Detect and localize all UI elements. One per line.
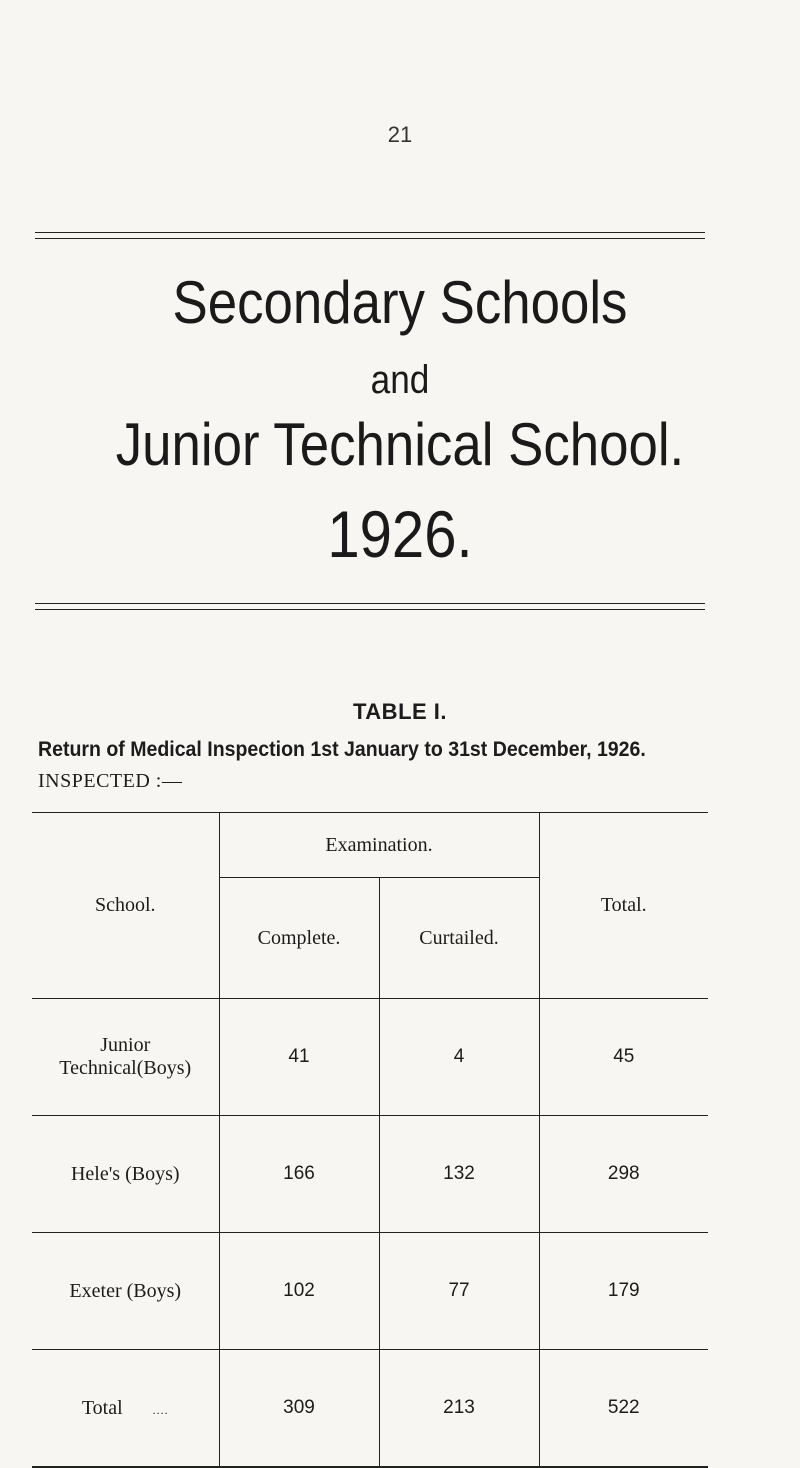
school-name-line2: Technical(Boys) — [59, 1057, 192, 1079]
page-number: 21 — [387, 122, 413, 147]
row-school — [32, 999, 219, 1116]
table-caption: Return of Medical Inspection 1st January to 31st December, 1926. — [38, 738, 646, 761]
row-total: 179 — [539, 1233, 708, 1350]
total-complete: 309 — [219, 1350, 379, 1468]
total-row — [32, 1350, 708, 1468]
header-examination: Examination. — [219, 813, 539, 878]
row-curtailed: 77 — [379, 1233, 539, 1350]
header-total: Total. — [539, 813, 708, 999]
title-line-1: Secondary Schools — [172, 269, 628, 336]
row-total: 298 — [539, 1116, 708, 1233]
table-label: TABLE I. — [352, 699, 448, 724]
row-complete: 102 — [219, 1233, 379, 1350]
total-label-cell — [32, 1350, 219, 1468]
total-curtailed: 213 — [379, 1350, 539, 1468]
table-row — [32, 999, 708, 1116]
title-line-3: Junior Technical School. — [115, 411, 685, 478]
table-row — [32, 1116, 708, 1233]
inspection-table — [32, 812, 708, 1468]
title-year: 1926. — [327, 497, 473, 571]
title-line-2: and — [370, 358, 430, 402]
table-row — [32, 1233, 708, 1350]
total-label: Total — [81, 1396, 123, 1419]
row-school: Exeter (Boys) — [32, 1233, 219, 1350]
header-complete: Complete. — [219, 878, 379, 999]
header-school: School. — [32, 813, 219, 999]
row-school: Hele's (Boys) — [32, 1116, 219, 1233]
dot-leader: .... — [152, 1402, 169, 1417]
total-total: 522 — [539, 1350, 708, 1468]
row-total: 45 — [539, 999, 708, 1116]
school-name-line1: Junior — [100, 1034, 151, 1056]
top-double-rule — [35, 232, 705, 239]
row-curtailed: 4 — [379, 999, 539, 1116]
header-curtailed: Curtailed. — [379, 878, 539, 999]
row-complete: 166 — [219, 1116, 379, 1233]
row-complete: 41 — [219, 999, 379, 1116]
inspected-label: INSPECTED :— — [38, 770, 183, 792]
row-curtailed: 132 — [379, 1116, 539, 1233]
bottom-double-rule — [35, 603, 705, 610]
